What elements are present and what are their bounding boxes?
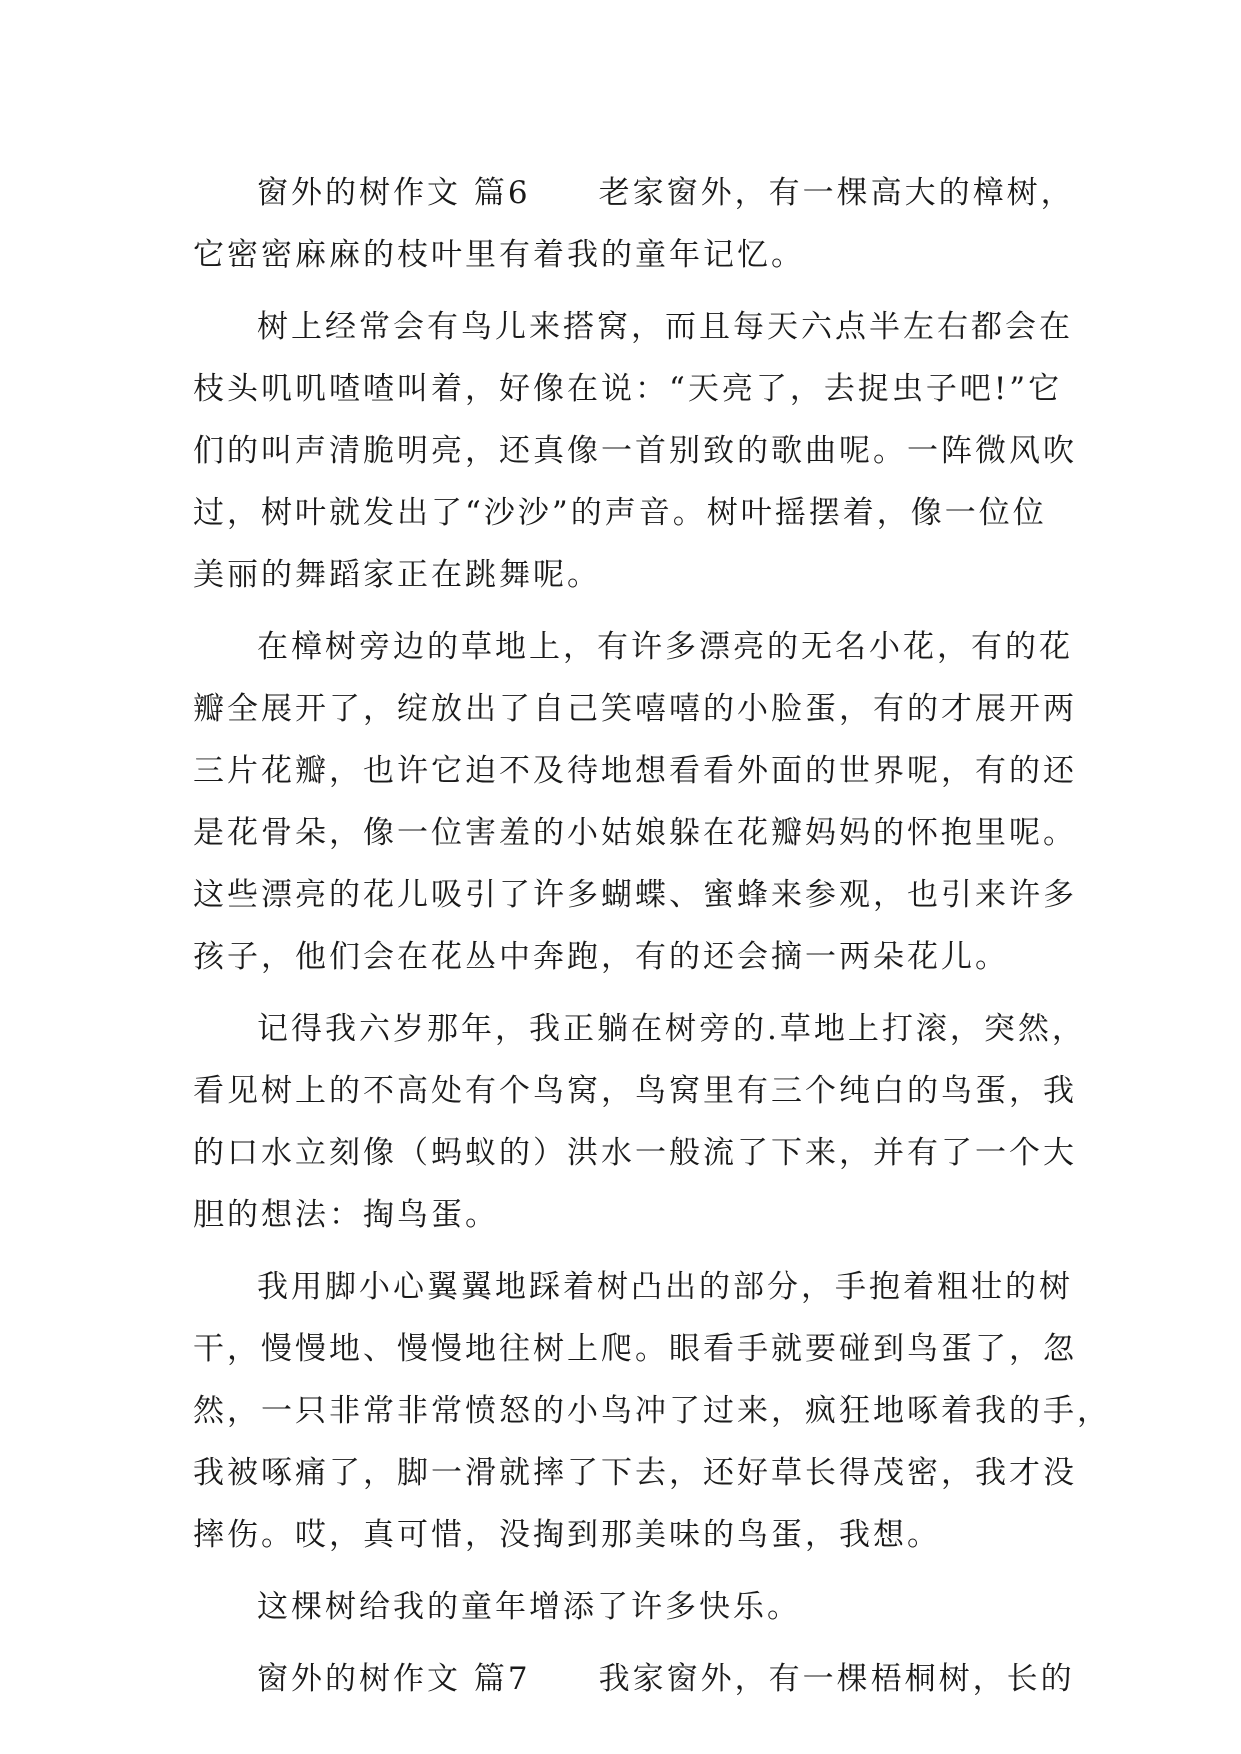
text-line: 我用脚小心翼翼地踩着树凸出的部分，手抱着粗壮的树 bbox=[257, 1269, 1073, 1305]
text-line: 它密密麻麻的枝叶里有着我的童年记忆。 bbox=[193, 237, 805, 273]
text-line: 枝头叽叽喳喳叫着，好像在说：“天亮了，去捉虫子吧!”它 bbox=[193, 371, 1063, 407]
text-line: 树上经常会有鸟儿来搭窝，而且每天六点半左右都会在 bbox=[257, 309, 1073, 345]
text-line: 三片花瓣，也许它迫不及待地想看看外面的世界呢，有的还 bbox=[193, 753, 1077, 789]
text-line: 记得我六岁那年，我正躺在树旁的.草地上打滚，突然， bbox=[257, 1011, 1086, 1047]
text-line: 孩子，他们会在花丛中奔跑，有的还会摘一两朵花儿。 bbox=[193, 939, 1009, 975]
text-line: 的口水立刻像（蚂蚁的）洪水一般流了下来，并有了一个大 bbox=[193, 1135, 1077, 1171]
paragraph-gap bbox=[193, 988, 1073, 998]
paragraph-2 bbox=[193, 296, 1077, 606]
paragraph-gap bbox=[193, 1638, 1073, 1648]
text-line: 胆的想法：掏鸟蛋。 bbox=[193, 1197, 499, 1233]
paragraph-6 bbox=[193, 1576, 1073, 1638]
paragraph-gap bbox=[193, 1566, 1073, 1576]
text-line: 摔伤。哎，真可惜，没掏到那美味的鸟蛋，我想。 bbox=[193, 1517, 941, 1553]
paragraph-7 bbox=[193, 1648, 1073, 1710]
text-line: 然，一只非常非常愤怒的小鸟冲了过来，疯狂地啄着我的手， bbox=[193, 1393, 1111, 1429]
essay-heading-6: 窗外的树作文 篇6 老家窗外，有一棵高大的樟树， bbox=[257, 175, 1075, 211]
text-line: 干，慢慢地、慢慢地往树上爬。眼看手就要碰到鸟蛋了，忽 bbox=[193, 1331, 1077, 1367]
text-line: 这些漂亮的花儿吸引了许多蝴蝶、蜜蜂来参观，也引来许多 bbox=[193, 877, 1077, 913]
text-line: 在樟树旁边的草地上，有许多漂亮的无名小花，有的花 bbox=[257, 629, 1073, 665]
text-line: 我被啄痛了，脚一滑就摔了下去，还好草长得茂密，我才没 bbox=[193, 1455, 1077, 1491]
text-line: 美丽的舞蹈家正在跳舞呢。 bbox=[193, 557, 601, 593]
text-line: 是花骨朵，像一位害羞的小姑娘躲在花瓣妈妈的怀抱里呢。 bbox=[193, 815, 1077, 851]
paragraph-gap bbox=[193, 1246, 1073, 1256]
essay-heading-7: 窗外的树作文 篇7 我家窗外，有一棵梧桐树，长的 bbox=[257, 1661, 1075, 1697]
paragraph-4 bbox=[193, 998, 1086, 1246]
paragraph-3 bbox=[193, 616, 1077, 988]
paragraph-gap bbox=[193, 606, 1073, 616]
text-line: 过，树叶就发出了“沙沙”的声音。树叶摇摆着，像一位位 bbox=[193, 495, 1047, 531]
text-line: 看见树上的不高处有个鸟窝，鸟窝里有三个纯白的鸟蛋，我 bbox=[193, 1073, 1077, 1109]
text-line: 这棵树给我的童年增添了许多快乐。 bbox=[257, 1589, 801, 1625]
paragraph-1 bbox=[193, 162, 1073, 286]
text-line: 们的叫声清脆明亮，还真像一首别致的歌曲呢。一阵微风吹 bbox=[193, 433, 1077, 469]
essay-body bbox=[193, 162, 1111, 1710]
text-line: 瓣全展开了，绽放出了自己笑嘻嘻的小脸蛋，有的才展开两 bbox=[193, 691, 1077, 727]
paragraph-gap bbox=[193, 286, 1073, 296]
paragraph-5 bbox=[193, 1256, 1111, 1566]
